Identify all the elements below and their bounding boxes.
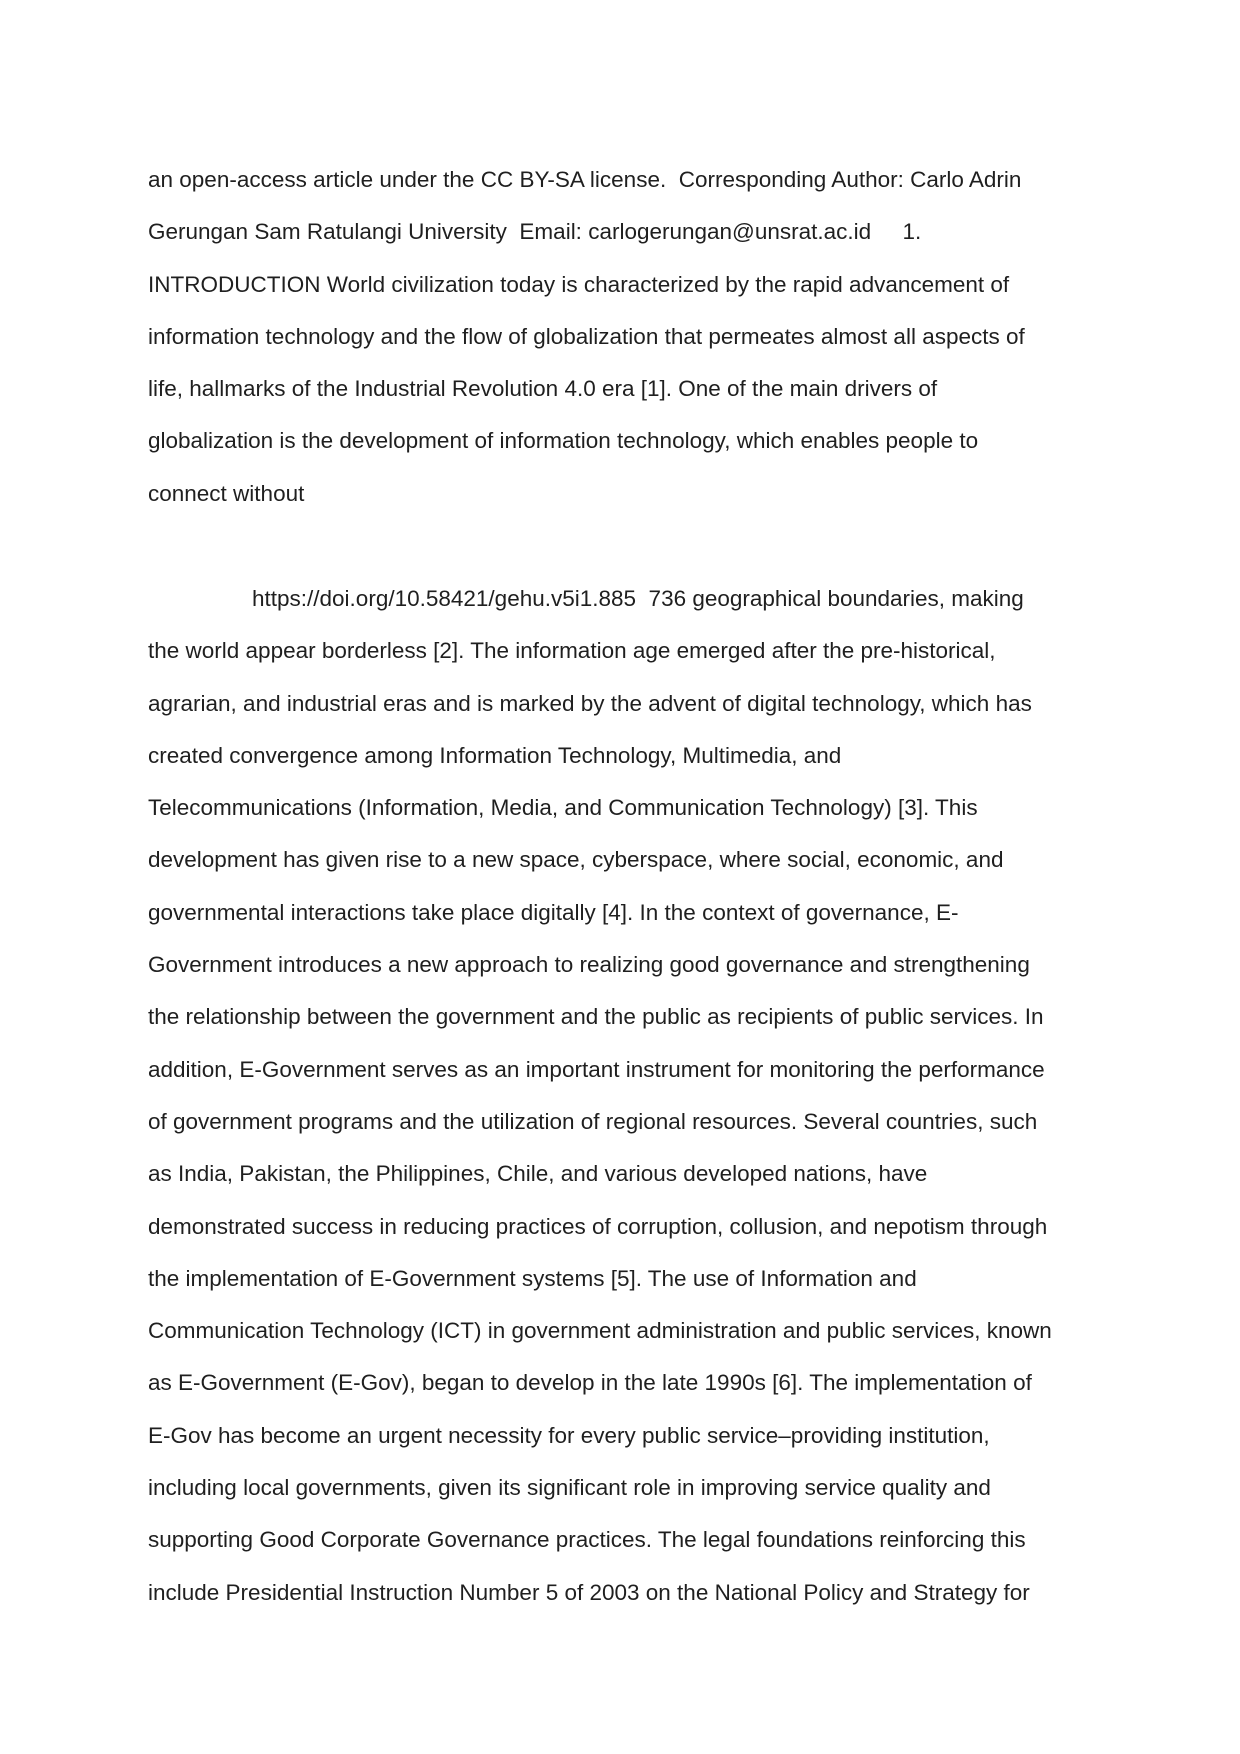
text-line: addition, E-Government serves as an important instrument for monitoring the performance — [148, 1056, 1045, 1082]
text-line: information technology and the flow of globalization that permeates almost all aspects of — [148, 323, 1025, 349]
text-line: globalization is the development of information technology, which enables people to — [148, 428, 979, 454]
text-line: the world appear borderless [2]. The information age emerged after the pre-historical, — [148, 638, 996, 664]
text-line-doi: https://doi.org/10.58421/gehu.v5i1.885 736 geographical boundaries, making — [252, 586, 1024, 611]
text-line: Telecommunications (Information, Media, and Communication Technology) [3]. This — [148, 795, 978, 821]
text-line: Government introduces a new approach to realizing good governance and strengthening — [148, 952, 1030, 978]
text-line: E-Gov has become an urgent necessity for every public service–providing institution, — [148, 1422, 990, 1448]
text-line: life, hallmarks of the Industrial Revolution 4.0 era [1]. One of the main drivers of — [148, 376, 938, 402]
text-line: Communication Technology (ICT) in government administration and public services, known — [148, 1318, 1052, 1344]
text-line: governmental interactions take place digitally [4]. In the context of governance, E- — [148, 899, 959, 925]
text-line: development has given rise to a new space, cyberspace, where social, economic, and — [148, 847, 1004, 873]
text-line: the implementation of E-Government systems [5]. The use of Information and — [148, 1265, 917, 1291]
text-line: the relationship between the government and the public as recipients of public services. In — [148, 1004, 1044, 1030]
text-line: agrarian, and industrial eras and is marked by the advent of digital technology, which has — [148, 690, 1032, 716]
paragraph-body — [148, 573, 1108, 1619]
text-line: an open-access article under the CC BY-SA license. Corresponding Author: Carlo Adrin — [148, 167, 1022, 192]
text-line: supporting Good Corporate Governance practices. The legal foundations reinforcing this — [148, 1527, 1026, 1553]
text-line: as India, Pakistan, the Philippines, Chile, and various developed nations, have — [148, 1161, 928, 1187]
text-line: including local governments, given its significant role in improving service quality and — [148, 1475, 991, 1501]
text-line: of government programs and the utilization of regional resources. Several countries, such — [148, 1108, 1038, 1134]
text-line: connect without — [148, 480, 305, 506]
text-line: Gerungan Sam Ratulangi University Email: carlogerungan@unsrat.ac.id 1. — [148, 219, 922, 245]
text-line: include Presidential Instruction Number 5 of 2003 on the National Policy and Strategy for — [148, 1579, 1030, 1605]
text-line: as E-Government (E-Gov), began to develop in the late 1990s [6]. The implementation of — [148, 1370, 1032, 1396]
text-line: demonstrated success in reducing practices of corruption, collusion, and nepotism through — [148, 1213, 1048, 1239]
paragraph-intro — [148, 154, 1108, 520]
text-line: INTRODUCTION World civilization today is characterized by the rapid advancement of — [148, 271, 1010, 297]
text-line: created convergence among Information Technology, Multimedia, and — [148, 742, 842, 768]
